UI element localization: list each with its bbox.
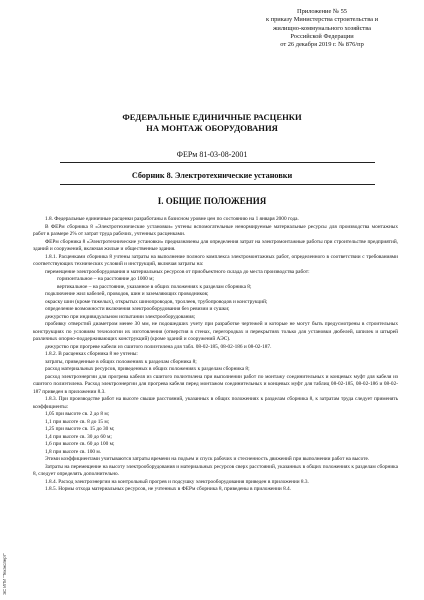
paragraph: затраты, приведенные в общих положениях к разделам сборника 8;: [45, 358, 197, 365]
appendix-ministry: жилищно-коммунального хозяйства: [273, 24, 371, 32]
coefficient-item: 1,4 при высоте св. 30 до 60 м;: [45, 433, 112, 440]
divider-top: [60, 162, 375, 163]
paragraph: окраску шин (кроме тяжелых), открытых шинопроводов, троллеев, трубопроводов и конструкций;: [45, 298, 268, 305]
appendix-number: Приложение № 55: [297, 8, 347, 15]
list-item: горизонтальное – на расстояние до 1000 м;: [57, 276, 154, 282]
paragraph: дежурство при индивидуальном испытании электрооборудования;: [45, 313, 196, 320]
appendix-date: от 26 декабря 2019 г. № 876/пр: [280, 41, 364, 49]
paragraph: 1.8.3. При производстве работ на высоте свыше расстояний, указанных в общих положениях к разделам сборника 8, к затратам труда следует применять коэффициенты:: [33, 396, 398, 410]
paragraph: 1.8.1. Расценками сборника 8 учтены затраты на выполнение полного комплекса электромонтажных работ, определенного в соответствии с требованиями соответствующих технических условий и инструкций, включая затраты на:: [33, 253, 398, 267]
side-stamp: ЭС ИПИ "Техэксперт": [2, 553, 7, 595]
paragraph: В ФЕРм сборника 8 «Электротехнические установки» учтены вспомогательные ненормируемые материальные ресурсы для производства монтажных работ в размере 2% от затрат труда рабочих, учтенных расценками.: [33, 223, 398, 237]
coefficient-item: 1,05 при высоте св. 2 до 8 м;: [45, 411, 110, 417]
coefficient-item: 1,1 при высоте св. 8 до 15 м;: [45, 418, 110, 425]
paragraph: расход материальных ресурсов, приведенных в общих положениях к разделам сборника 8;: [45, 366, 250, 372]
coefficient-item: 1,25 при высоте св. 15 до 30 м;: [45, 426, 115, 432]
paragraph: определение возможности включения электрооборудования без ревизии и сушки;: [45, 306, 230, 312]
document-code: ФЕРм 81-03-08-2001: [176, 150, 248, 159]
document-title-line-2: НА МОНТАЖ ОБОРУДОВАНИЯ: [146, 123, 278, 133]
paragraph: 1.8. Федеральные единичные расценки разработаны в базисном уровне цен по состоянию на 1 января 2000 года.: [45, 216, 299, 222]
paragraph: ФЕРм сборника 8 «Электротехнические установки» предназначены для определения затрат на электромонтажные работы при строительстве предприятий, зданий и сооружений, включая жилые и общественные здания.: [33, 238, 398, 252]
collection-title: Сборник 8. Электротехнические установки: [131, 171, 293, 180]
paragraph: подключение жил кабелей, проводов, шин и заземляющих проводников;: [45, 291, 209, 297]
appendix-header: [232, 8, 412, 49]
paragraph: расход электроэнергии для прогрева кабеля из сшитого полиэтилена при выполнении работ по монтажу соединительных и концевых муфт для кабеля из сшитого полиэтилена. Расход электроэнергии для прогрева кабеля перед монтажом соединительных и концевых муфт для таблиц 08-02-185, 08-02-186 и 08-02-187 приведен в приложении 8.3.: [33, 373, 398, 395]
section-heading: I. ОБЩИЕ ПОЛОЖЕНИЯ: [157, 196, 267, 206]
paragraph: Этими коэффициентами учитываются затраты времени на подъем и спуск рабочих и стесненность движений при выполнении работ на высоте.: [45, 456, 370, 462]
paragraph: 1.8.5. Нормы отхода материальных ресурсов, не учтенных в ФЕРм сборника 8, приведены в приложении 8.4.: [45, 486, 292, 492]
appendix-country: Российской Федерации: [290, 32, 354, 40]
coefficient-item: 1,8 при высоте св. 100 м.: [45, 448, 102, 455]
paragraph: 1.8.2. В расценках сборника 8 не учтены:: [45, 351, 138, 357]
divider-bottom: [60, 184, 375, 185]
paragraph: пробивку отверстий диаметром менее 30 мм, не подошедших учету при разработке чертежей и которые не могут быть предусмотрены в строительных конструкциях по условиям технологии их изготовления (отверстия в стенах, перегородках и перекрытиях только для установки дюбелей, шпилек и штырей различных опорно-поддерживающих конструкций) (кроме зданий и сооружений АЭС).: [33, 321, 398, 342]
document-title-line-1: ФЕДЕРАЛЬНЫЕ ЕДИНИЧНЫЕ РАСЦЕНКИ: [122, 112, 302, 122]
coefficient-item: 1,6 при высоте св. 60 до 100 м;: [45, 441, 115, 447]
paragraph: перемещение электрооборудования и материальных ресурсов от приобъектного склада до места производства работ:: [45, 268, 310, 275]
document-body: [33, 216, 398, 494]
list-item: вертикальное – на расстояние, указанное в общих положениях к разделам сборника 8;: [57, 283, 252, 290]
paragraph: 1.8.4. Расход электроэнергии на контрольный прогрев и подсушку электрооборудования приведен в приложении 8.3.: [45, 478, 309, 485]
paragraph: Затраты на перемещение на высоту электрооборудования и материальных ресурсов сверх расстояний, указанных в общих положениях к разделам сборника 8, следует определять дополнительно.: [33, 463, 398, 477]
appendix-order: к приказу Министерства строительства и: [265, 16, 379, 24]
paragraph: дежурство при прогреве кабели из сшитого полиэтилена для табл. 08-02-185, 08-02-186 и 08-02-187.: [45, 343, 272, 350]
